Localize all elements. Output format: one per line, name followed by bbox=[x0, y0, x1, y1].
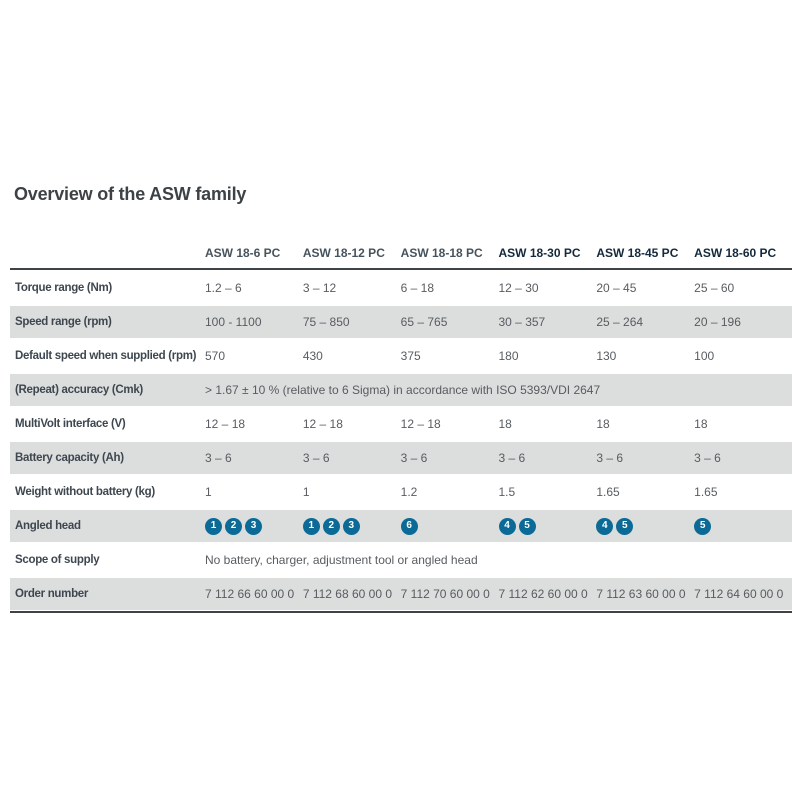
angled-head-badge: 4 bbox=[596, 518, 613, 535]
cell-value: 7 112 66 60 00 0 bbox=[205, 587, 295, 601]
cell-value: 20 – 196 bbox=[694, 315, 741, 329]
angled-head-badge: 3 bbox=[245, 518, 262, 535]
cell-value: 1.65 bbox=[596, 485, 620, 499]
row-label: Weight without battery (kg) bbox=[15, 486, 155, 498]
table-body bbox=[10, 272, 792, 610]
cell-value: 25 – 264 bbox=[596, 315, 644, 329]
angled-head-badge: 5 bbox=[519, 518, 536, 535]
cell-value: 12 – 18 bbox=[400, 417, 441, 431]
cell-value: 3 – 6 bbox=[498, 451, 526, 465]
column-header-4: ASW 18-30 PC bbox=[498, 246, 581, 260]
cell-value: 7 112 64 60 00 0 bbox=[694, 587, 784, 601]
cell-value: 180 bbox=[498, 349, 519, 363]
column-header-3: ASW 18-18 PC bbox=[400, 246, 483, 260]
angled-head-badge: 4 bbox=[499, 518, 516, 535]
cell-value: 3 – 6 bbox=[205, 451, 232, 465]
table-row bbox=[10, 374, 792, 406]
cell-value: 6 – 18 bbox=[400, 281, 435, 295]
cell-value: 18 bbox=[498, 417, 512, 431]
cell-value: 30 – 357 bbox=[498, 315, 546, 329]
row-label: Speed range (rpm) bbox=[15, 316, 112, 328]
row-label: Order number bbox=[15, 588, 89, 600]
cell-value: 1.2 bbox=[400, 485, 418, 499]
cell-value: 1 bbox=[302, 485, 310, 499]
table-row bbox=[10, 544, 792, 576]
badge-group bbox=[401, 518, 499, 535]
table-row bbox=[10, 510, 792, 542]
angled-head-badge: 2 bbox=[323, 518, 340, 535]
cell-value: 375 bbox=[400, 349, 421, 363]
angled-head-badge: 6 bbox=[401, 518, 418, 535]
cell-value: 1.2 – 6 bbox=[205, 281, 242, 295]
cell-value: 18 bbox=[694, 417, 708, 431]
column-header-1: ASW 18-6 PC bbox=[205, 246, 281, 260]
badge-group bbox=[596, 518, 694, 535]
cell-value: 3 – 12 bbox=[302, 281, 337, 295]
badge-group bbox=[694, 518, 792, 535]
cell-value: 1 bbox=[205, 485, 212, 499]
badge-group bbox=[205, 518, 303, 535]
cell-value: 7 112 62 60 00 0 bbox=[498, 587, 588, 601]
cell-value: 7 112 70 60 00 0 bbox=[400, 587, 490, 601]
angled-head-badge: 5 bbox=[694, 518, 711, 535]
cell-value: 12 – 30 bbox=[498, 281, 539, 295]
table-row bbox=[10, 442, 792, 474]
cell-value: 3 – 6 bbox=[302, 451, 330, 465]
cell-span-text: > 1.67 ± 10 % (relative to 6 Sigma) in accordance with ISO 5393/VDI 2647 bbox=[205, 383, 601, 397]
column-header-6: ASW 18-60 PC bbox=[694, 246, 777, 260]
cell-value: 12 – 18 bbox=[205, 417, 246, 431]
badge-group bbox=[499, 518, 597, 535]
table-bottom-rule bbox=[10, 611, 792, 613]
badge-group bbox=[303, 518, 401, 535]
table-row bbox=[10, 476, 792, 508]
row-label: Battery capacity (Ah) bbox=[15, 452, 124, 464]
cell-value: 20 – 45 bbox=[596, 281, 637, 295]
cell-value: 7 112 63 60 00 0 bbox=[596, 587, 686, 601]
angled-head-badge: 1 bbox=[205, 518, 222, 535]
table-header-row bbox=[10, 246, 792, 270]
cell-value: 3 – 6 bbox=[400, 451, 428, 465]
cell-value: 65 – 765 bbox=[400, 315, 448, 329]
cell-value: 570 bbox=[205, 349, 226, 363]
row-label: Angled head bbox=[15, 520, 81, 532]
table-row bbox=[10, 306, 792, 338]
cell-value: 7 112 68 60 00 0 bbox=[302, 587, 393, 601]
cell-value: 130 bbox=[596, 349, 617, 363]
cell-value: 75 – 850 bbox=[302, 315, 350, 329]
cell-span-text: No battery, charger, adjustment tool or angled head bbox=[205, 553, 478, 567]
table-row bbox=[10, 340, 792, 372]
cell-value: 3 – 6 bbox=[596, 451, 624, 465]
angled-head-badge: 1 bbox=[303, 518, 320, 535]
cell-value: 100 - 1100 bbox=[205, 315, 262, 329]
table-row bbox=[10, 272, 792, 304]
spec-table bbox=[10, 246, 792, 613]
table-row bbox=[10, 578, 792, 610]
angled-head-badge: 5 bbox=[616, 518, 633, 535]
cell-value: 3 – 6 bbox=[694, 451, 721, 465]
row-label: Default speed when supplied (rpm) bbox=[15, 350, 197, 362]
cell-value: 18 bbox=[596, 417, 610, 431]
row-label: Scope of supply bbox=[15, 554, 100, 566]
row-label: MultiVolt interface (V) bbox=[15, 418, 126, 430]
angled-head-badge: 2 bbox=[225, 518, 242, 535]
column-header-5: ASW 18-45 PC bbox=[596, 246, 679, 260]
angled-head-badge: 3 bbox=[343, 518, 360, 535]
cell-value: 1.5 bbox=[498, 485, 516, 499]
cell-value: 430 bbox=[302, 349, 323, 363]
table-row bbox=[10, 408, 792, 440]
cell-value: 25 – 60 bbox=[694, 281, 735, 295]
cell-value: 100 bbox=[694, 349, 715, 363]
row-label: (Repeat) accuracy (Cmk) bbox=[15, 384, 143, 396]
cell-value: 1.65 bbox=[694, 485, 718, 499]
row-label: Torque range (Nm) bbox=[15, 282, 112, 294]
column-header-2: ASW 18-12 PC bbox=[302, 246, 385, 260]
cell-value: 12 – 18 bbox=[302, 417, 343, 431]
page-title: Overview of the ASW family bbox=[14, 184, 247, 204]
